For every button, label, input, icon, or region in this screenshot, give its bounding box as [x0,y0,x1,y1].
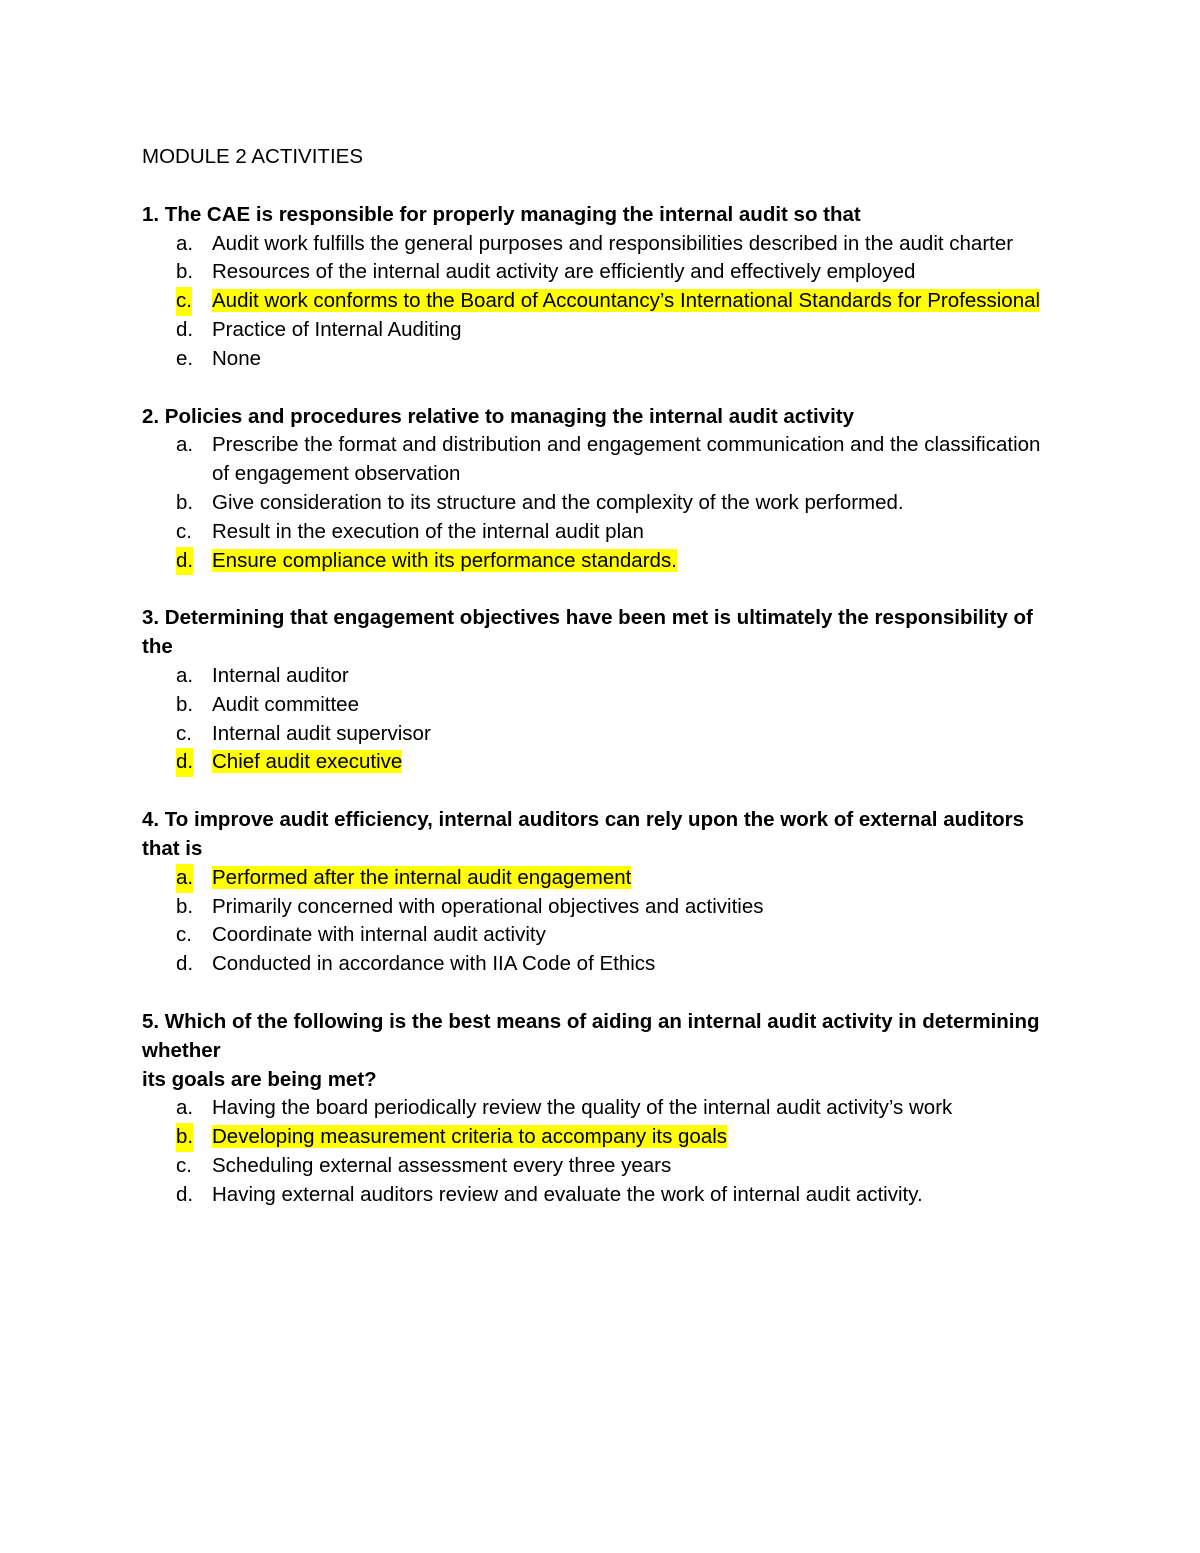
option-text: Having external auditors review and evaluate the work of internal audit activity. [212,1182,923,1206]
answer-option [142,1152,1062,1181]
answer-option [142,345,1062,374]
question-text-line: 3. Determining that engagement objectives have been met is ultimately the responsibility of the [142,606,1033,659]
option-letter: e. [176,346,194,370]
option-letter: b. [176,1123,193,1152]
question-text [142,201,1062,230]
option-text: Internal audit supervisor [212,721,431,745]
answer-option-highlighted [142,864,1062,893]
question-5 [142,1008,1062,1210]
answer-option [142,230,1062,259]
option-text: Give consideration to its structure and the complexity of the work performed. [212,490,904,514]
option-text: Scheduling external assessment every three years [212,1153,672,1177]
option-text: Result in the execution of the internal audit plan [212,519,644,543]
question-text [142,806,1062,864]
option-text: Audit work fulfills the general purposes and responsibilities described in the audit charter [212,231,1014,255]
document-title: MODULE 2 ACTIVITIES [142,145,363,168]
option-text: Prescribe the format and distribution and engagement communication and the classification of engagement observation [212,433,1041,486]
option-letter: a. [176,433,194,457]
answer-options [142,431,1062,575]
option-letter: c. [176,287,192,316]
question-2 [142,403,1062,576]
question-text-line: 5. Which of the following is the best means of aiding an internal audit activity in determining whether [142,1009,1040,1062]
option-letter: a. [176,663,194,687]
answer-option [142,431,1062,489]
answer-option [142,1181,1062,1210]
option-text: Having the board periodically review the quality of the internal audit activity’s work [212,1096,953,1120]
option-letter: b. [176,260,194,284]
option-letter: d. [176,547,193,576]
option-letter: a. [176,231,194,255]
answer-options [142,230,1062,374]
option-text: Resources of the internal audit activity are efficiently and effectively employed [212,260,916,284]
option-letter: d. [176,952,194,976]
answer-option [142,258,1062,287]
question-text-line: 2. Policies and procedures relative to managing the internal audit activity [142,404,855,428]
option-text: Internal auditor [212,663,349,687]
answer-option [142,691,1062,720]
answer-options [142,864,1062,979]
option-letter: c. [176,923,192,947]
question-text [142,403,1062,432]
option-letter: b. [176,490,194,514]
option-text: None [212,346,262,370]
option-text: Primarily concerned with operational objectives and activities [212,894,764,918]
answer-option [142,720,1062,749]
question-text-line: 1. The CAE is responsible for properly managing the internal audit so that [142,202,861,226]
document-body [142,143,1062,1239]
option-letter: c. [176,721,192,745]
answer-option [142,662,1062,691]
option-letter: a. [176,864,193,893]
option-text: Audit committee [212,692,359,716]
answer-option-highlighted [142,547,1062,576]
answer-option [142,950,1062,979]
question-text-line: its goals are being met? [142,1067,377,1091]
question-text [142,604,1062,662]
option-letter: d. [176,748,193,777]
answer-option [142,518,1062,547]
option-letter: a. [176,1096,194,1120]
question-text-line: 4. To improve audit efficiency, internal auditors can rely upon the work of external auditors that is [142,808,1025,860]
answer-option-highlighted [142,748,1062,777]
question-list [142,201,1062,1210]
question-1 [142,201,1062,374]
question-4 [142,806,1062,979]
option-text: Conducted in accordance with IIA Code of Ethics [212,952,656,976]
answer-option [142,893,1062,922]
option-text: Ensure compliance with its performance standards. [212,548,677,572]
answer-option-highlighted [142,1123,1062,1152]
option-text: Performed after the internal audit engagement [212,865,632,889]
answer-options [142,1094,1062,1209]
question-text [142,1008,1062,1094]
answer-option [142,316,1062,345]
option-letter: b. [176,692,194,716]
question-3 [142,604,1062,777]
option-text: Developing measurement criteria to accompany its goals [212,1125,728,1149]
answer-option [142,921,1062,950]
option-letter: b. [176,894,194,918]
answer-option-highlighted [142,287,1062,316]
option-letter: c. [176,1153,192,1177]
option-text: Practice of Internal Auditing [212,317,462,341]
option-letter: d. [176,1182,194,1206]
answer-options [142,662,1062,777]
option-text: Coordinate with internal audit activity [212,923,546,947]
option-text: Audit work conforms to the Board of Accountancy’s International Standards for Professional [212,289,1041,313]
option-letter: d. [176,317,194,341]
option-text: Chief audit executive [212,750,403,774]
option-letter: c. [176,519,192,543]
answer-option [142,489,1062,518]
answer-option [142,1094,1062,1123]
